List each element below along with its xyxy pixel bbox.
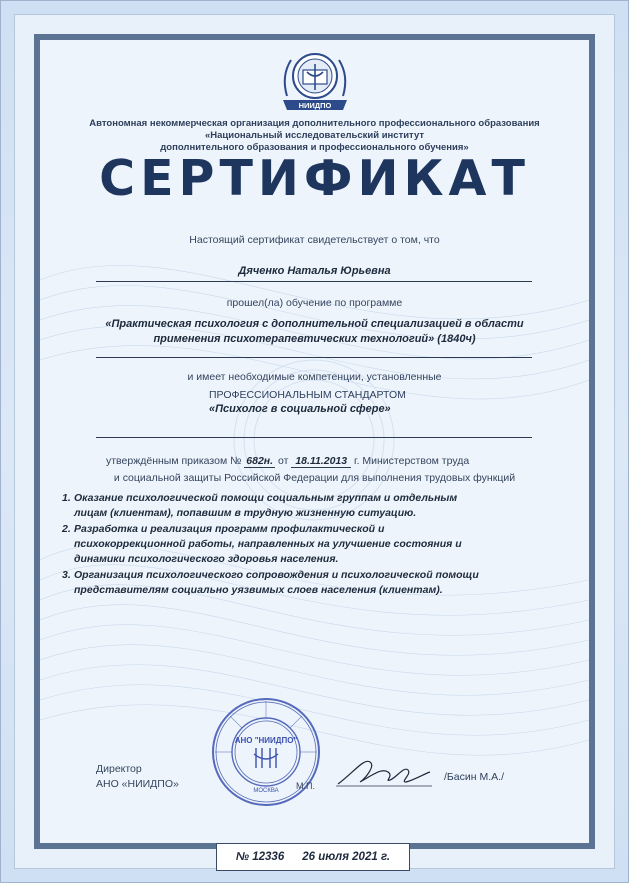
list-item: 3. Организация психологического сопровождения и психологической помощи представителям социально уязвимых слоев населения (клиентам). bbox=[62, 569, 479, 596]
program-line-2: применения психотерапевтических технологий» (1840ч) bbox=[153, 333, 476, 345]
org-line-1: Автономная некоммерческая организация дополнительного профессионального образования bbox=[89, 118, 540, 129]
director-org: АНО «НИИДПО» bbox=[96, 778, 179, 790]
order-line-1 bbox=[106, 455, 566, 468]
order-date: 18.11.2013 bbox=[291, 455, 351, 468]
standard-underline bbox=[96, 437, 532, 438]
order-number: 682н. bbox=[246, 455, 274, 467]
organization-seal-stamp bbox=[210, 696, 322, 808]
recipient-name: Дяченко Наталья Юрьевна bbox=[238, 265, 391, 277]
competence-line-2: ПРОФЕССИОНАЛЬНЫМ СТАНДАРТОМ bbox=[209, 389, 406, 401]
mp-label: М.П. bbox=[296, 781, 315, 791]
issue-date: 26 июля 2021 г. bbox=[302, 851, 391, 863]
competence-line-1: и имеет необходимые компетенции, установленные bbox=[187, 371, 442, 383]
professional-standard: «Психолог в социальной сфере» bbox=[209, 403, 391, 415]
labor-functions-list bbox=[62, 491, 572, 599]
list-item: 2. Разработка и реализация программ профилактической и психокоррекционной работы, направленных на улучшение состояния и динамики психологического здоровья населения. bbox=[62, 523, 462, 565]
program-line-1: «Практическая психология с дополнительной специализацией в области bbox=[105, 318, 524, 330]
intro-text: Настоящий сертификат свидетельствует о том, что bbox=[189, 234, 440, 246]
order-line-2: и социальной защиты Российской Федерации для выполнения трудовых функций bbox=[113, 472, 516, 484]
recipient-underline bbox=[96, 281, 532, 282]
order-suffix: г. Министерством труда bbox=[354, 455, 470, 467]
logo-text: НИИДПО bbox=[298, 101, 332, 110]
program-intro: прошел(ла) обучение по программе bbox=[226, 297, 403, 309]
certificate-number-box bbox=[216, 843, 410, 871]
niidpo-logo bbox=[277, 46, 353, 118]
order-prefix: утверждённым приказом № bbox=[106, 455, 242, 467]
signer-name: /Басин М.А./ bbox=[444, 771, 504, 783]
director-signature bbox=[334, 752, 434, 792]
list-item: 1. Оказание психологической помощи социальным группам и отдельным лицам (клиентам), попавшим в трудную жизненную ситуацию. bbox=[62, 492, 458, 519]
certificate-number: № 12336 bbox=[235, 851, 285, 863]
director-label: Директор bbox=[96, 763, 142, 775]
order-from: от bbox=[277, 455, 289, 467]
program-underline bbox=[96, 357, 532, 358]
stamp-org-text: АНО "НИИДПО" bbox=[234, 736, 298, 745]
certificate-title: СЕРТИФИКАТ bbox=[99, 150, 530, 207]
org-line-2: «Национальный исследовательский институт bbox=[204, 130, 425, 141]
stamp-city-text: МОСКВА bbox=[253, 788, 279, 794]
org-line-3: дополнительного образования и профессионального обучения» bbox=[160, 142, 469, 153]
